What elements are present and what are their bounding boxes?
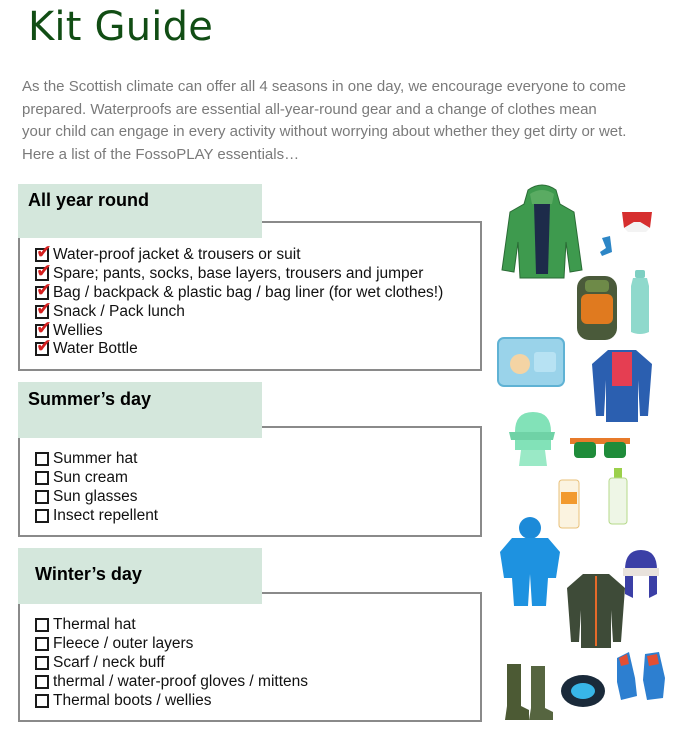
thermal-hat-icon [621, 548, 661, 602]
check-mark-icon: ✔ [36, 279, 52, 301]
list-item [35, 336, 443, 359]
list-item [35, 298, 443, 321]
list-item [35, 672, 308, 691]
checkbox[interactable] [35, 656, 49, 670]
gloves-icon [613, 648, 669, 708]
summer-heading: Summer’s day [18, 382, 262, 438]
rain-jacket-icon [500, 182, 584, 282]
list-item [35, 635, 308, 654]
checkbox[interactable] [35, 336, 52, 358]
item-label: Bag / backpack & plastic bag / bag liner (for wet clothes!) [53, 283, 444, 301]
checkbox[interactable] [35, 509, 49, 523]
checkbox[interactable] [35, 618, 49, 632]
winter-checklist [35, 616, 308, 710]
intro-paragraph: As the Scottish climate can offer all 4 seasons in one day, we encourage everyone to come prepared. Waterproofs are essential all-year-round gear and a change of clothes mean your child can engage in every activity without worrying about whether they get dirty or wet. Here a list of the FossoPLAY essentials… [22, 78, 627, 163]
list-item [35, 691, 308, 710]
checkbox[interactable] [35, 675, 49, 689]
list-item [35, 469, 158, 488]
item-label: Thermal boots / wellies [53, 691, 212, 709]
item-label: Wellies [53, 321, 103, 339]
check-mark-icon: ✔ [36, 317, 52, 339]
summer-checklist [35, 450, 158, 525]
list-item [35, 506, 158, 525]
list-item [35, 261, 443, 284]
list-item [35, 317, 443, 340]
list-item [35, 488, 158, 507]
checkbox[interactable] [35, 471, 49, 485]
snowsuit-icon [498, 516, 562, 610]
summer-hat-icon [507, 410, 557, 468]
item-label: thermal / water-proof gloves / mittens [53, 672, 308, 690]
item-label: Fleece / outer layers [53, 635, 194, 653]
list-item [35, 616, 308, 635]
item-label: Sun glasses [53, 487, 138, 505]
item-label: Insect repellent [53, 506, 159, 524]
item-label: Summer hat [53, 450, 138, 468]
winter-heading: Winter’s day [18, 548, 262, 604]
checkbox[interactable] [35, 279, 52, 301]
checkbox[interactable] [35, 452, 49, 466]
all-year-checklist [35, 242, 444, 359]
check-mark-icon: ✔ [36, 261, 52, 283]
backpack-icon [571, 270, 623, 344]
all-year-heading: All year round [18, 184, 262, 238]
lunch-box-icon [496, 330, 566, 388]
list-item [35, 450, 158, 469]
list-item [35, 654, 308, 673]
item-label: Spare; pants, socks, base layers, trousers and jumper [53, 265, 424, 283]
check-mark-icon: ✔ [36, 336, 52, 358]
list-item [35, 279, 444, 303]
checkbox[interactable] [35, 694, 49, 708]
item-label: Thermal hat [53, 616, 136, 634]
item-label: Scarf / neck buff [53, 653, 165, 671]
item-label: Water Bottle [53, 340, 138, 358]
item-label: Water-proof jacket & trousers or suit [53, 246, 301, 264]
water-bottle-icon [629, 270, 651, 336]
check-mark-icon: ✔ [36, 242, 52, 264]
check-mark-icon: ✔ [36, 298, 52, 320]
fleece-icon [565, 570, 627, 650]
sunglasses-icon [568, 434, 632, 464]
page-title: Kit Guide [28, 4, 214, 50]
base-layer-icon [590, 346, 654, 424]
list-item [35, 242, 443, 265]
wellies-icon [503, 662, 555, 722]
insect-repellent-icon [607, 468, 629, 526]
checkbox[interactable] [35, 637, 49, 651]
socks-pants-icon [598, 208, 656, 258]
checkbox[interactable] [35, 490, 49, 504]
checkbox[interactable] [35, 298, 52, 320]
neck-buff-icon [559, 672, 607, 710]
item-label: Snack / Pack lunch [53, 302, 185, 320]
item-label: Sun cream [53, 469, 128, 487]
